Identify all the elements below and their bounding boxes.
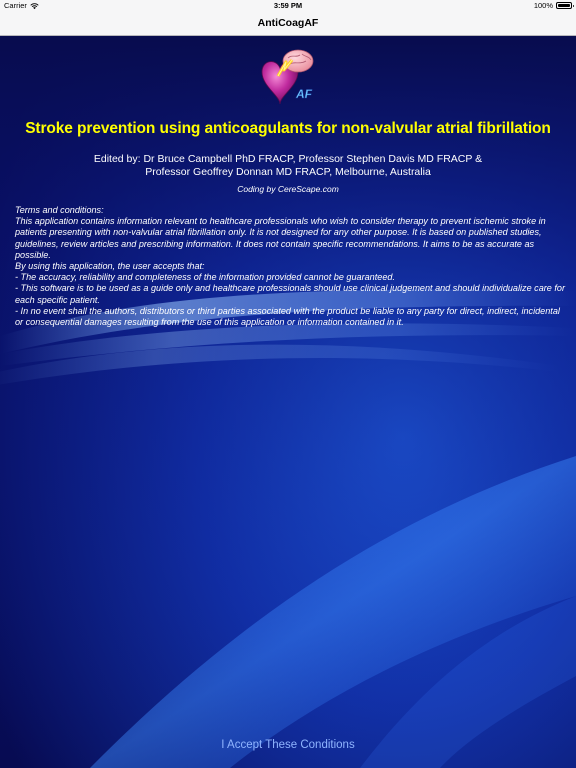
editors-credit [0,153,576,179]
carrier-label: Carrier [4,1,27,10]
terms-item: - This software is to be used as a guide only and healthcare professionals should use clinical judgement and should individualize care for each specific patient. [15,283,565,305]
terms-paragraph: This application contains information relevant to healthcare professionals who wish to consider therapy to prevent ischemic stroke in patients presenting with non-valvular atrial fibrillation only. It is not designed for any other purpose. It is based on published studies, guidelines, review articles and prescribing information. It does not contain specific recommendations. It aims to be as accurate as possible. [15,216,546,260]
navigation-bar [0,12,576,36]
terms-and-conditions [15,205,565,328]
status-bar [0,0,576,12]
status-time: 3:59 PM [273,1,303,10]
battery-percent: 100% [533,1,553,10]
app-logo-heart-brain-icon [256,46,320,108]
page-title: Stroke prevention using anticoagulants for non-valvular atrial fibrillation [25,120,551,137]
terms-acceptance-intro: By using this application, the user accepts that: [15,261,205,272]
nav-title: AntiCoagAF [257,17,319,29]
accept-conditions-button[interactable]: I Accept These Conditions [221,739,355,751]
logo-af-label: AF [296,87,312,101]
terms-heading: Terms and conditions: [15,205,104,215]
editors-line-2: Professor Geoffrey Donnan MD FRACP, Melbourne, Australia [145,166,431,178]
terms-item: - In no event shall the authors, distributors or third parties associated with the product be liable to any party for direct, indirect, incidental or consequential damages resulting from the use of this application or information contained in it. [15,305,560,328]
battery-icon [556,2,572,9]
status-right [534,1,572,10]
coding-credit: Coding by CereScape.com [237,184,339,194]
terms-item: - The accuracy, reliability and completeness of the information provided cannot be guaranteed. [15,272,395,283]
background-swirl [0,36,576,768]
editors-line-1: Edited by: Dr Bruce Campbell PhD FRACP, Professor Stephen Davis MD FRACP & [93,153,483,165]
